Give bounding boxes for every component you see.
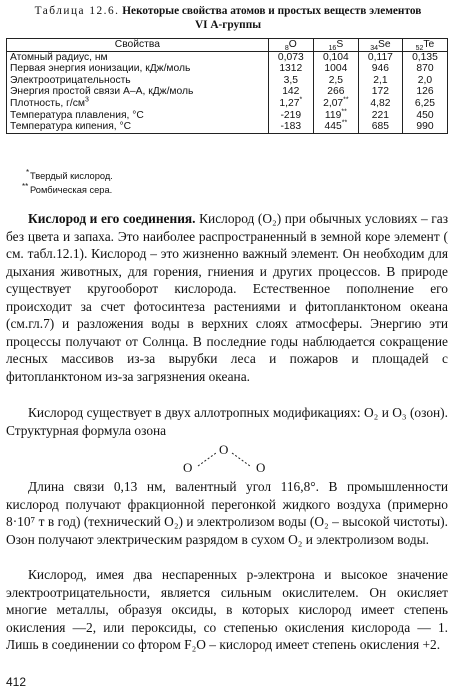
paragraph-oxidizer: Кислород, имея два неспаренных p-электрона и высокое значение электроотрицательности, является сильным окислителем. Он окисляет многие металлы, образуя оксиды, в которых кислород имеет степень окисления —2, или пероксиды, со степенью окисления кислорода — 1. Лишь в соединении со фтором F₂O – кислород имеет степень окисления +2. xyxy=(6,567,448,652)
cell-o: -219 xyxy=(268,110,313,122)
cell-o: 1312 xyxy=(268,63,313,75)
cell-o: 3,5 xyxy=(268,75,313,87)
paragraph-production: Длина связи 0,13 нм, валентный угол 116,8°. В промышленности кислород получают фракционной перегонкой жидкого воздуха (примерно 8·10⁷ т в год) (технический O₂) и электролизом воды (O₂ – высокой чистоты). Озон получают электрическим разрядом в сухом O₂ и электролизом воды. xyxy=(6,479,448,547)
header-oxygen: $_8$O xyxy=(268,39,313,52)
paragraph-oxygen-intro: Кислород и его соединения. Кислород (O₂) при обычных условиях – газ без цвета и запаха. Это наиболее распространенный в земной коре элемент ( см. табл.12.1). Кислород – это жизненно важный элемент. Он необходим для дыхания животных, для горения, гниения и других процессов. В природе существует кругооборот кислорода. Естественное пополнение его происходит за счет фотосинтеза растениями и фитопланктоном океана (см.гл.7) и разложения воды в верхних слоях атмосферы. Энергию эти процессы получают от Солнца. В последние годы наблюдается сокращение лесных массивов из-за вырубки леса и пожаров и площадей с фитопланктоном из-за загрязнения океана. xyxy=(6,211,448,384)
cell-se: 946 xyxy=(358,63,402,75)
ozone-structural-formula xyxy=(174,440,274,476)
ozone-atom-top: O xyxy=(219,442,229,457)
cell-te: 450 xyxy=(402,110,447,122)
table-header-row xyxy=(7,39,448,52)
footnote-solid-oxygen: * Твердый кислород. xyxy=(26,168,113,181)
cell-te: 6,25 xyxy=(402,98,447,110)
cell-s: 119** xyxy=(313,110,358,122)
cell-s: 266 xyxy=(313,86,358,98)
header-selenium: $_{34}$Se xyxy=(358,39,402,52)
cell-s: 2,07** xyxy=(313,98,358,110)
row-property: Температура плавления, °С xyxy=(7,110,269,122)
table-row xyxy=(7,86,448,98)
row-property: Электроотрицательность xyxy=(7,75,269,87)
header-tellurium: $_{52}$Te xyxy=(402,39,447,52)
ozone-atom-left: O xyxy=(183,460,193,475)
cell-te: 870 xyxy=(402,63,447,75)
row-property: Энергия простой связи А–А, кДж/моль xyxy=(7,86,269,98)
cell-te: 990 xyxy=(402,121,447,133)
cell-te: 2,0 xyxy=(402,75,447,87)
cell-o: -183 xyxy=(268,121,313,133)
table-row xyxy=(7,51,448,63)
table-row xyxy=(7,75,448,87)
cell-s: 1004 xyxy=(313,63,358,75)
table-label: Таблица 12.6. xyxy=(34,5,120,17)
row-property: Температура кипения, °С xyxy=(7,121,269,133)
table-row xyxy=(7,121,448,133)
section-heading: Кислород и его соединения. xyxy=(28,211,196,226)
row-property: Плотность, $г/см^3$ xyxy=(7,98,269,110)
footnote-rhombic-sulfur: ** Ромбическая сера. xyxy=(22,182,113,195)
table-row xyxy=(7,63,448,75)
row-property: Первая энергия ионизации, кДж/моль xyxy=(7,63,269,75)
cell-se: 221 xyxy=(358,110,402,122)
table-row xyxy=(7,110,448,122)
cell-o: 142 xyxy=(268,86,313,98)
header-sulfur: $_{16}$S xyxy=(313,39,358,52)
paragraph-allotropes: Кислород существует в двух аллотропных модификациях: O₂ и O₃ (озон). Структурная формула озона xyxy=(6,405,448,438)
header-property: Свойства xyxy=(7,39,269,52)
table-title-line1: Некоторые свойства атомов и простых веществ элементов xyxy=(122,5,422,17)
cell-se: 2,1 xyxy=(358,75,402,87)
ozone-atom-right: O xyxy=(256,460,266,475)
cell-te: 0,135 xyxy=(402,51,447,63)
table-caption xyxy=(6,4,450,32)
table-row xyxy=(7,98,448,110)
cell-s: 445** xyxy=(313,121,358,133)
cell-se: 4,82 xyxy=(358,98,402,110)
cell-se: 685 xyxy=(358,121,402,133)
row-property: Атомный радиус, нм xyxy=(7,51,269,63)
cell-s: 0,104 xyxy=(313,51,358,63)
page-number: 412 xyxy=(6,675,27,689)
cell-te: 126 xyxy=(402,86,447,98)
cell-s: 2,5 xyxy=(313,75,358,87)
cell-se: 172 xyxy=(358,86,402,98)
properties-table xyxy=(6,38,448,134)
table-title-line2: VI А-группы xyxy=(194,19,262,31)
cell-o: 0,073 xyxy=(268,51,313,63)
cell-o: 1,27* xyxy=(268,98,313,110)
cell-se: 0,117 xyxy=(358,51,402,63)
